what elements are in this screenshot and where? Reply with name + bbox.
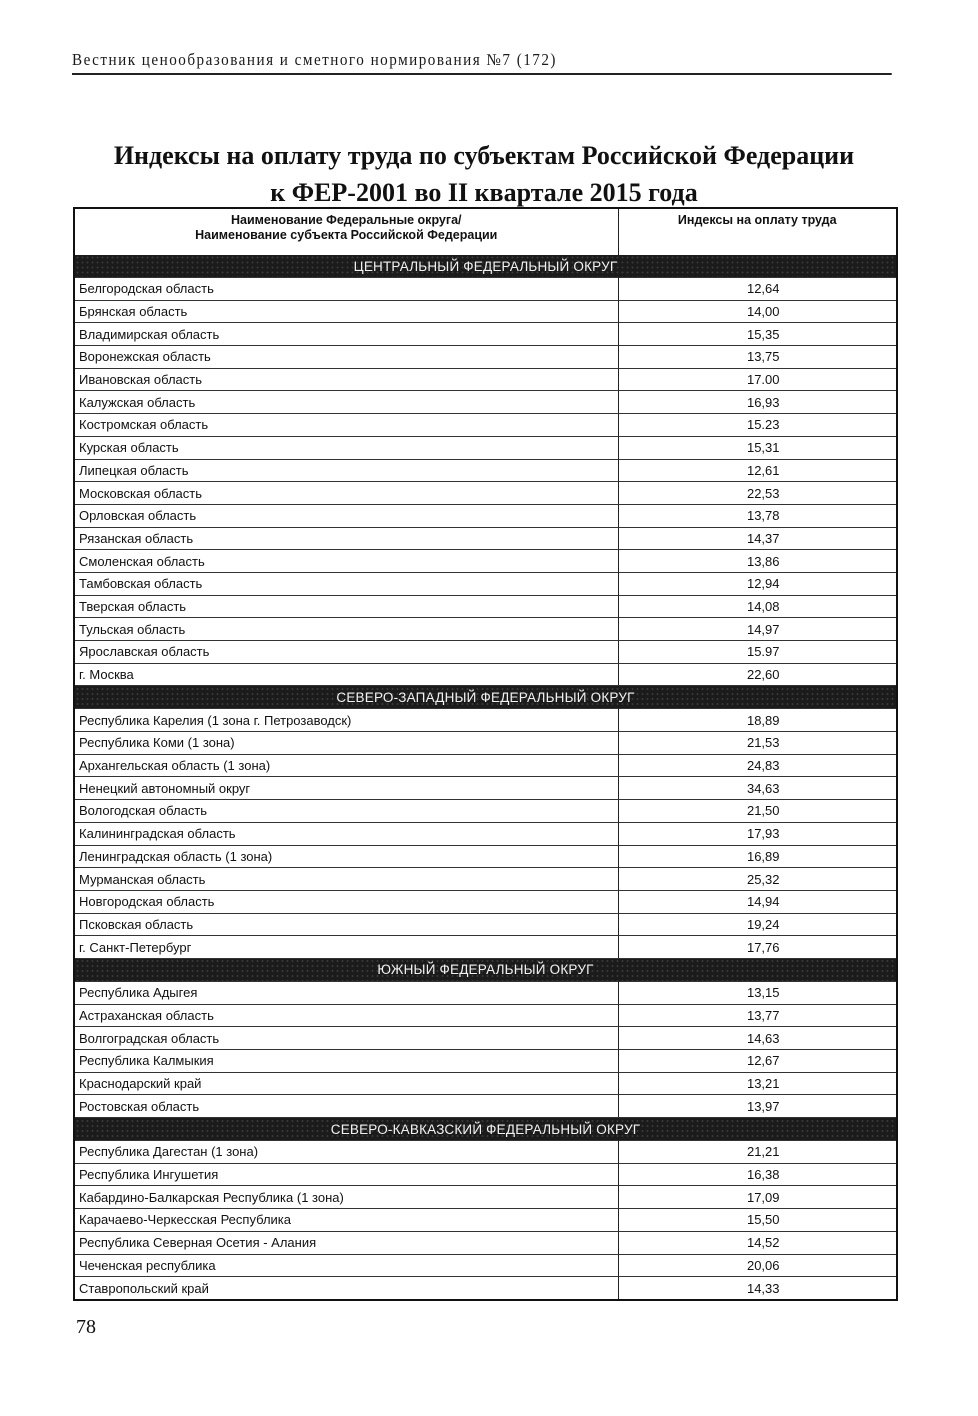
wage-index-value: 24,83 [618, 754, 897, 777]
federal-district-title: ЦЕНТРАЛЬНЫЙ ФЕДЕРАЛЬНЫЙ ОКРУГ [74, 255, 897, 278]
table-row [74, 436, 897, 459]
table-row [74, 1095, 897, 1118]
region-name: Республика Коми (1 зона) [74, 732, 618, 755]
region-name: Брянская область [74, 300, 618, 323]
region-name: Калужская область [74, 391, 618, 414]
table-row [74, 754, 897, 777]
table-row [74, 890, 897, 913]
column-header-name [74, 208, 618, 255]
table-row [74, 777, 897, 800]
region-name: Псковская область [74, 913, 618, 936]
wage-index-value: 21,53 [618, 732, 897, 755]
wage-index-value: 13,21 [618, 1072, 897, 1095]
table-row [74, 1004, 897, 1027]
wage-index-value: 34,63 [618, 777, 897, 800]
wage-index-value: 17,93 [618, 822, 897, 845]
region-name: Ярославская область [74, 641, 618, 664]
wage-index-value: 16,38 [618, 1163, 897, 1186]
table-row [74, 368, 897, 391]
wage-index-value: 13,75 [618, 346, 897, 369]
wage-index-value: 25,32 [618, 868, 897, 891]
wage-index-value: 12,94 [618, 572, 897, 595]
table-row [74, 323, 897, 346]
table-row [74, 913, 897, 936]
table-row [74, 527, 897, 550]
table-row [74, 459, 897, 482]
region-name: Республика Ингушетия [74, 1163, 618, 1186]
wage-index-value: 14,00 [618, 300, 897, 323]
wage-index-value: 14,33 [618, 1277, 897, 1300]
region-name: Ивановская область [74, 368, 618, 391]
wage-index-value: 14,97 [618, 618, 897, 641]
wage-index-value: 13,97 [618, 1095, 897, 1118]
region-name: Краснодарский край [74, 1072, 618, 1095]
wage-index-value: 13,86 [618, 550, 897, 573]
table-row [74, 800, 897, 823]
wage-index-value: 15.97 [618, 641, 897, 664]
region-name: Астраханская область [74, 1004, 618, 1027]
federal-district-row [74, 1118, 897, 1141]
wage-index-value: 17,09 [618, 1186, 897, 1209]
wage-index-value: 15.23 [618, 414, 897, 437]
table-row [74, 618, 897, 641]
region-name: Тамбовская область [74, 572, 618, 595]
wage-index-value: 20,06 [618, 1254, 897, 1277]
wage-index-value: 22,60 [618, 663, 897, 686]
region-name: Новгородская область [74, 890, 618, 913]
region-name: Республика Калмыкия [74, 1050, 618, 1073]
table-row [74, 300, 897, 323]
table-row [74, 1209, 897, 1232]
wage-index-value: 12,67 [618, 1050, 897, 1073]
region-name: Кабардино-Балкарская Республика (1 зона) [74, 1186, 618, 1209]
wage-index-value: 12,61 [618, 459, 897, 482]
wage-index-value: 14,94 [618, 890, 897, 913]
wage-index-value: 17.00 [618, 368, 897, 391]
wage-index-value: 14,63 [618, 1027, 897, 1050]
federal-district-row [74, 686, 897, 709]
table-row [74, 1163, 897, 1186]
table-row [74, 595, 897, 618]
region-name: Республика Дагестан (1 зона) [74, 1141, 618, 1164]
wage-index-value: 21,21 [618, 1141, 897, 1164]
region-name: Московская область [74, 482, 618, 505]
table-row [74, 981, 897, 1004]
federal-district-row [74, 255, 897, 278]
table-row [74, 1027, 897, 1050]
wage-index-value: 22,53 [618, 482, 897, 505]
federal-district-row [74, 958, 897, 981]
wage-index-value: 14,52 [618, 1231, 897, 1254]
region-name: Республика Карелия (1 зона г. Петрозаводск) [74, 709, 618, 732]
region-name: Ставропольский край [74, 1277, 618, 1300]
region-name: Архангельская область (1 зона) [74, 754, 618, 777]
table-row [74, 641, 897, 664]
region-name: г. Москва [74, 663, 618, 686]
table-row [74, 1231, 897, 1254]
region-name: Тверская область [74, 595, 618, 618]
wage-index-value: 17,76 [618, 936, 897, 959]
region-name: Мурманская область [74, 868, 618, 891]
table-row [74, 868, 897, 891]
region-name: Республика Северная Осетия - Алания [74, 1231, 618, 1254]
region-name: Воронежская область [74, 346, 618, 369]
region-name: Рязанская область [74, 527, 618, 550]
region-name: Ненецкий автономный округ [74, 777, 618, 800]
table-row [74, 346, 897, 369]
table-row [74, 278, 897, 301]
table-body [74, 255, 897, 1300]
column-header-value: Индексы на оплату труда [677, 213, 837, 227]
wage-index-table [73, 207, 898, 1301]
table-row [74, 504, 897, 527]
region-name: Костромская область [74, 414, 618, 437]
region-name: Курская область [74, 436, 618, 459]
table-row [74, 663, 897, 686]
table-row [74, 482, 897, 505]
table-row [74, 936, 897, 959]
federal-district-title: ЮЖНЫЙ ФЕДЕРАЛЬНЫЙ ОКРУГ [74, 958, 897, 981]
table-row [74, 414, 897, 437]
region-name: Чеченская республика [74, 1254, 618, 1277]
table-row [74, 1141, 897, 1164]
wage-index-value: 15,35 [618, 323, 897, 346]
region-name: Вологодская область [74, 800, 618, 823]
wage-index-value: 13,78 [618, 504, 897, 527]
table-row [74, 732, 897, 755]
region-name: Волгоградская область [74, 1027, 618, 1050]
region-name: Тульская область [74, 618, 618, 641]
table-row [74, 1050, 897, 1073]
table-row [74, 1186, 897, 1209]
wage-index-value: 13,15 [618, 981, 897, 1004]
page-title [72, 137, 896, 211]
region-name: Ленинградская область (1 зона) [74, 845, 618, 868]
region-name: Республика Адыгея [74, 981, 618, 1004]
column-header-name-line-1: Наименование Федеральные округа/ [231, 213, 462, 227]
wage-index-value: 19,24 [618, 913, 897, 936]
region-name: Белгородская область [74, 278, 618, 301]
wage-index-value: 21,50 [618, 800, 897, 823]
running-head: Вестник ценообразования и сметного нормирования №7 (172) [72, 50, 892, 75]
table-header-row [74, 208, 897, 255]
table-row [74, 550, 897, 573]
table-row [74, 1254, 897, 1277]
wage-index-value: 14,08 [618, 595, 897, 618]
table-row [74, 709, 897, 732]
federal-district-title: СЕВЕРО-КАВКАЗСКИЙ ФЕДЕРАЛЬНЫЙ ОКРУГ [74, 1118, 897, 1141]
region-name: Ростовская область [74, 1095, 618, 1118]
wage-index-value: 16,93 [618, 391, 897, 414]
region-name: Карачаево-Черкесская Республика [74, 1209, 618, 1232]
table-row [74, 391, 897, 414]
title-line-1: Индексы на оплату труда по субъектам Российской Федерации [113, 141, 855, 170]
title-line-2: к ФЕР-2001 во II квартале 2015 года [270, 178, 698, 207]
page-number: 78 [76, 1316, 96, 1338]
column-header-name-line-2: Наименование субъекта Российской Федерации [195, 228, 498, 242]
table-row [74, 845, 897, 868]
wage-index-value: 18,89 [618, 709, 897, 732]
region-name: Калининградская область [74, 822, 618, 845]
table-row [74, 572, 897, 595]
wage-index-value: 12,64 [618, 278, 897, 301]
region-name: Липецкая область [74, 459, 618, 482]
region-name: Орловская область [74, 504, 618, 527]
federal-district-title: СЕВЕРО-ЗАПАДНЫЙ ФЕДЕРАЛЬНЫЙ ОКРУГ [74, 686, 897, 709]
wage-index-value: 16,89 [618, 845, 897, 868]
wage-index-value: 15,31 [618, 436, 897, 459]
table-row [74, 1072, 897, 1095]
region-name: г. Санкт-Петербург [74, 936, 618, 959]
wage-index-value: 14,37 [618, 527, 897, 550]
wage-index-value: 13,77 [618, 1004, 897, 1027]
region-name: Смоленская область [74, 550, 618, 573]
wage-index-value: 15,50 [618, 1209, 897, 1232]
table-row [74, 1277, 897, 1300]
table-row [74, 822, 897, 845]
region-name: Владимирская область [74, 323, 618, 346]
